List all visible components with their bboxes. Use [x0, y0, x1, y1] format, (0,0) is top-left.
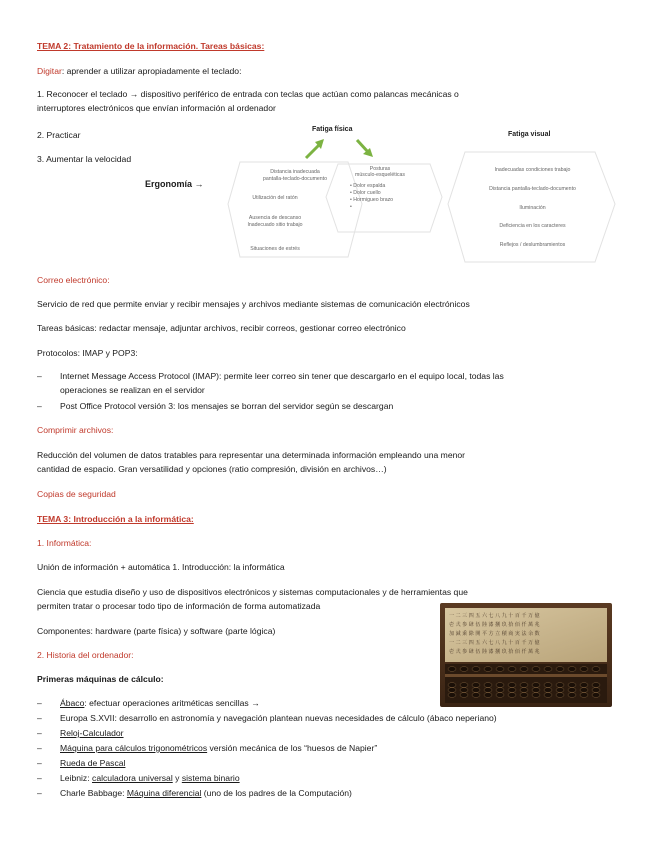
abacus-image	[440, 603, 612, 707]
svg-text:一 二 三 四 五 六 七 八 九 十 百 千 万 億: 一 二 三 四 五 六 七 八 九 十 百 千 万 億	[449, 613, 540, 619]
right-item-1: Inadecuadas condiciones trabajo	[494, 167, 571, 173]
dash-abaco: –	[37, 698, 42, 708]
imap-line1: Internet Message Access Protocol (IMAP): permite leer correo sin tener que descargarlo en el equipo local, todas las	[60, 371, 504, 381]
bullet-dash-pop3: –	[37, 401, 42, 411]
rueda-link[interactable]: Rueda de Pascal	[60, 758, 126, 768]
pop3-line: Post Office Protocol versión 3: los mensajes se borran del servidor según se descargan	[60, 401, 394, 411]
digitar-line	[37, 66, 241, 77]
dash-leibniz: –	[37, 773, 42, 783]
abaco-item: Ábaco: efectuar operaciones aritméticas sencillas →	[60, 698, 260, 708]
left-item-1b: pantalla-teclado-documento	[262, 176, 328, 182]
fatiga-visual-title: Fatiga visual	[508, 131, 551, 138]
item2: 2. Practicar	[37, 130, 81, 140]
svg-text:壱 弐 参 肆 伍 陸 漆 捌 玖 拾 佰 仟 萬 兆: 壱 弐 参 肆 伍 陸 漆 捌 玖 拾 佰 仟 萬 兆	[449, 649, 540, 655]
union-line: Unión de información + automática 1. Introducción: la informática	[37, 562, 285, 572]
digitar-text: : aprender a utilizar apropiadamente el teclado:	[61, 66, 242, 76]
reloj-link[interactable]: Reloj-Calculador	[60, 728, 124, 738]
sistema-binario-link[interactable]: sistema binario	[181, 773, 240, 783]
left-item-4: Situaciones de estrés	[250, 246, 300, 252]
dash-babbage: –	[37, 788, 42, 798]
svg-text:一 二 三 四 五 六 七 八 九 十 百 千 万 億: 一 二 三 四 五 六 七 八 九 十 百 千 万 億	[449, 640, 540, 646]
middle-item-2: • Dolor cuello	[350, 190, 381, 196]
comprimir-line1: Reducción del volumen de datos tratables para representar una determinada información empleando una menor	[37, 450, 466, 460]
europa-item: Europa S.XVII: desarrollo en astronomía y navegación plantean nuevas necesidades de cálculo (ábaco neperiano)	[60, 713, 497, 723]
dash-reloj: –	[37, 728, 42, 738]
comprimir-line2: cantidad de espacio. Gran versatilidad y opciones (ratio compresión, división en archivos…)	[37, 464, 387, 474]
right-item-3: Iluminación	[519, 205, 546, 211]
babbage-item: Charle Babbage: Máquina diferencial (uno de los padres de la Computación)	[60, 788, 352, 798]
middle-title-2: músculo-esqueléticas	[355, 172, 405, 178]
leibniz-item: Leibniz: calculadora universal y sistema binario	[60, 773, 240, 783]
left-item-3b: Inadecuado sitio trabajo	[247, 222, 303, 228]
maquina-link[interactable]: Máquina para cálculos trigonométricos	[60, 743, 208, 753]
correo-p1: Servicio de red que permite enviar y recibir mensajes y archivos mediante sistemas de comunicación electrónicos	[37, 299, 470, 309]
primeras-heading: Primeras máquinas de cálculo:	[37, 674, 164, 684]
ciencia-line1: Ciencia que estudia diseño y uso de dispositivos electrónicos y sistemas computacionales y de herramientas que	[37, 587, 468, 597]
maquina-item: Máquina para cálculos trigonométricos versión mecánica de los “huesos de Napier”	[60, 743, 378, 753]
arrow-up-icon	[306, 139, 324, 158]
correo-p2: Tareas básicas: redactar mensaje, adjuntar archivos, recibir correos, gestionar correo electrónico	[37, 323, 406, 333]
dash-rueda: –	[37, 758, 42, 768]
maquina-diferencial-link[interactable]: Máquina diferencial	[126, 788, 202, 798]
middle-item-4: •	[350, 204, 352, 210]
informatica-heading: 1. Informática:	[37, 538, 92, 548]
correo-p3: Protocolos: IMAP y POP3:	[37, 348, 138, 358]
fatiga-fisica-title: Fatiga física	[312, 126, 353, 133]
item1-line1: 1. Reconocer el teclado → dispositivo periférico de entrada con teclas que actúan como palancas mecánicas o	[37, 89, 459, 99]
ergonomia-diagram	[220, 122, 630, 272]
correo-heading: Correo electrónico:	[37, 275, 110, 285]
digitar-label: Digitar	[37, 66, 62, 76]
abaco-link[interactable]: Ábaco	[60, 698, 85, 708]
ergonomia-label: Ergonomía →	[145, 179, 204, 189]
item3: 3. Aumentar la velocidad	[37, 154, 132, 164]
left-item-3a: Ausencia de descanso	[248, 215, 302, 221]
middle-title-1: Posturas	[369, 166, 391, 172]
calculadora-universal-link[interactable]: calculadora universal	[92, 773, 173, 783]
svg-text:壱 弐 参 肆 伍 陸 漆 捌 玖 拾 佰 仟 萬 兆: 壱 弐 参 肆 伍 陸 漆 捌 玖 拾 佰 仟 萬 兆	[449, 622, 540, 628]
middle-item-3: • Hormigueo brazo	[350, 197, 394, 203]
abacus-illustration	[440, 603, 612, 707]
ciencia-line2: permiten tratar o procesar todo tipo de información de forma automatizada	[37, 601, 321, 611]
historia-heading: 2. Historia del ordenador:	[37, 650, 134, 660]
middle-item-1: • Dolor espalda	[350, 183, 386, 189]
right-item-5: Reflejos / deslumbramientos	[499, 242, 566, 248]
dash-europa: –	[37, 713, 42, 723]
copias-heading: Copias de seguridad	[37, 489, 116, 499]
left-item-1a: Distancia inadecuada	[270, 169, 320, 175]
right-item-4: Deficiencia en los caracteres	[499, 223, 566, 229]
item1-line2: interruptores electrónicos que envían información al ordenador	[37, 103, 276, 113]
comprimir-heading: Comprimir archivos:	[37, 425, 114, 435]
right-item-2: Distancia pantalla-teclado-documento	[489, 186, 576, 192]
arrow-down-icon	[357, 140, 373, 157]
dash-maquina: –	[37, 743, 42, 753]
svg-text:加 減 乗 除 開 平 方 立 積 商 実 法 余 数: 加 減 乗 除 開 平 方 立 積 商 実 法 余 数	[449, 631, 540, 637]
left-item-2: Utilización del ratón	[252, 195, 298, 201]
bullet-dash-imap: –	[37, 371, 42, 381]
tema3-title: TEMA 3: Introducción a la informática:	[37, 514, 194, 524]
imap-line2: operaciones se realizan en el servidor	[60, 385, 205, 395]
tema2-title: TEMA 2: Tratamiento de la información. Tareas básicas:	[37, 41, 265, 51]
componentes-line: Componentes: hardware (parte física) y software (parte lógica)	[37, 626, 276, 636]
